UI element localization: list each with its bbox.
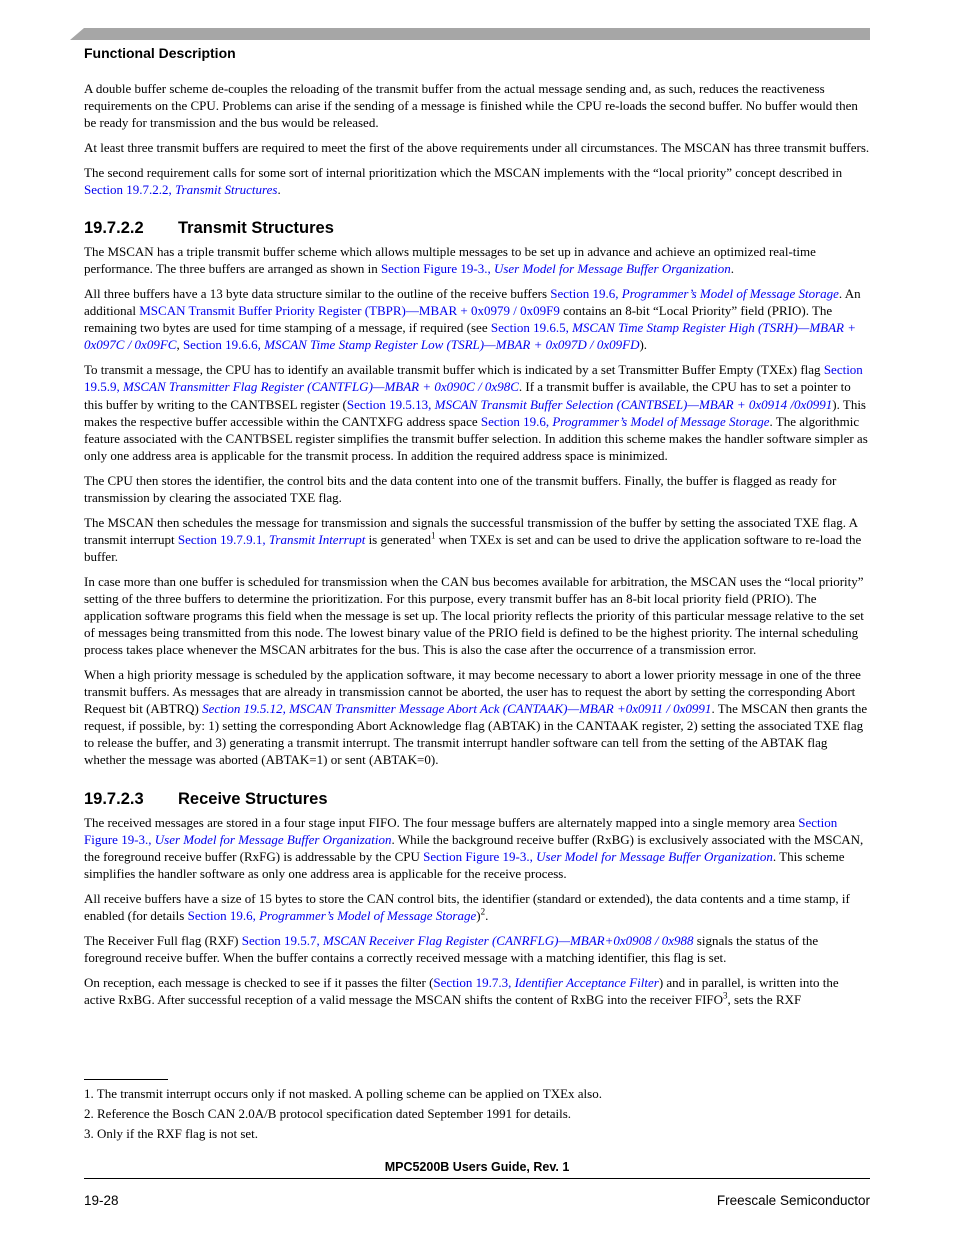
header-bar-notch <box>70 28 84 40</box>
cross-reference-link[interactable]: Section 19.5.7, MSCAN Receiver Flag Register (CANRFLG)—MBAR+0x0908 / 0x988 <box>241 932 694 948</box>
cross-reference-link[interactable]: Section 19.6.5, MSCAN Time Stamp Register High (TSRH)—MBAR + 0x097C / 0x09FC <box>84 320 857 353</box>
footnotes <box>84 1086 870 1146</box>
paragraph: To transmit a message, the CPU has to identify an available transmit buffer which is indicated by a set Transmitter Buffer Empty (TXEx) flag Section 19.5.9, MSCAN Transmitter Flag Register (CANTFLG)—MBAR + 0x090C / 0x98C. If a transmit buffer is available, the CPU has to set a pointer to this buffer by writing to the CANTBSEL register (Section 19.5.13, MSCAN Transmit Buffer Selection (CANTBSEL)—MBAR + 0x0914 /0x0991). This makes the respective buffer accessible within the CANTXFG address space Section 19.6, Programmer’s Model of Message Storage. The algorithmic feature associated with the CANTBSEL register simplifies the transmit buffer selection. In addition this scheme makes the handler software simpler as only one address area is applicable for the transmit process. In addition the required address space is minimized. <box>84 362 868 463</box>
section-heading-transmit-structures <box>84 218 870 238</box>
paragraph: On reception, each message is checked to see if it passes the filter (Section 19.7.3, Identifier Acceptance Filter) and in parallel, is written into the active RxBG. After successful reception of a valid message the MSCAN shifts the content of RxBG into the receiver FIFO$^3$, sets the RXF <box>84 974 839 1007</box>
paragraph: The Receiver Full flag (RXF) Section 19.5.7, MSCAN Receiver Flag Register (CANRFLG)—MBAR+0x0908 / 0x988 signals the status of the foreground receive buffer. When the buffer contains a correctly received message with a matching identifier, this flag is set. <box>84 932 819 965</box>
heading-number: 19.7.2.3 <box>84 789 144 808</box>
section-heading-receive-structures <box>84 789 870 809</box>
cross-reference-link[interactable]: Section 19.5.13, MSCAN Transmit Buffer Selection (CANTBSEL)—MBAR + 0x0914 /0x0991 <box>346 396 833 412</box>
cross-reference-link[interactable]: MSCAN Transmit Buffer Priority Register (TBPR)—MBAR + 0x0979 / 0x09F9 <box>139 303 560 319</box>
heading-title: Transmit Structures <box>178 219 334 238</box>
running-header: Functional Description <box>84 45 236 61</box>
footnote-marker: 2 <box>480 906 486 917</box>
paragraph: A double buffer scheme de-couples the reloading of the transmit buffer from the actual message sending and, as such, reduces the reactiveness requirements on the CPU. Problems can arise if the sending of a message is finished while the CPU re-loads the second buffer. No buffer would then be ready for transmission and the bus would be released. <box>84 81 858 131</box>
footnote-marker: 3 <box>723 990 728 1001</box>
paragraph: The MSCAN has a triple transmit buffer scheme which allows multiple messages to be set up in advance and achieve an optimized real-time performance. The three buffers are arranged as shown in Section Figure 19-3., User Model for Message Buffer Organization. <box>84 244 816 277</box>
paragraph: The received messages are stored in a four stage input FIFO. The four message buffers are alternately mapped into a single memory area Section Figure 19-3., User Model for Message Buffer Organization. While the background receive buffer (RxBG) is exclusively associated with the MSCAN, the foreground receive buffer (RxFG) is addressable by the CPU Section Figure 19-3., User Model for Message Buffer Organization. This scheme simplifies the handler software as only one address area is applicable for the receive process. <box>84 814 864 881</box>
paragraph: The second requirement calls for some sort of internal prioritization which the MSCAN implements with the “local priority” concept described in Section 19.7.2.2, Transmit Structures. <box>84 164 843 198</box>
cross-reference-link[interactable]: Section Figure 19-3., User Model for Message Buffer Organization <box>380 261 731 277</box>
footnote: 2. Reference the Bosch CAN 2.0A/B protocol specification dated September 1991 for details. <box>84 1106 572 1121</box>
paragraph: When a high priority message is scheduled by the application software, it may become necessary to abort a lower priority message in one of the three transmit buffers. As messages that are already in transmission cannot be aborted, the user has to request the abort by setting the corresponding Abort Request bit (ABTRQ) Section 19.5.12, MSCAN Transmitter Message Abort Ack (CANTAAK)—MBAR +0x0911 / 0x0991. The MSCAN then grants the request, if possible, by: 1) setting the corresponding Abort Acknowledge flag (ABTAK) in the CANTAAK register, 2) setting the associated TXE flag to release the buffer, and 3) generating a transmit interrupt. The transmit interrupt handler software can tell from the setting of the ABTAK flag whether the message was aborted (ABTAK=1) or sent (ABTAK=0). <box>84 667 868 768</box>
cross-reference-link[interactable]: Section Figure 19-3., User Model for Message Buffer Organization <box>423 848 773 864</box>
paragraph: All three buffers have a 13 byte data structure similar to the outline of the receive buffers Section 19.6, Programmer’s Model of Message Storage. An additional MSCAN Transmit Buffer Priority Register (TBPR)—MBAR + 0x0979 / 0x09F9 contains an 8-bit “Local Priority” field (PRIO). The remaining two bytes are used for time stamping of a message, if required (see Section 19.6.5, MSCAN Time Stamp Register High (TSRH)—MBAR + 0x097C / 0x09FC, Section 19.6.6, MSCAN Time Stamp Register Low (TSRL)—MBAR + 0x097D / 0x09FD). <box>84 286 861 353</box>
paragraph: The CPU then stores the identifier, the control bits and the data content into one of the transmit buffers. Finally, the buffer is flagged as ready for transmission by clearing the associated TXE flag. <box>84 472 837 505</box>
cross-reference-link[interactable]: Section 19.5.9, MSCAN Transmitter Flag Register (CANTFLG)—MBAR + 0x090C / 0x98C <box>84 362 863 395</box>
paragraph: The MSCAN then schedules the message for transmission and signals the successful transmission of the buffer by setting the associated TXE flag. A transmit interrupt Section 19.7.9.1, Transmit Interrupt is generated$^1$ when TXEx is set and can be used to drive the application software to re-load the buffer. <box>84 514 862 564</box>
footer-company: Freescale Semiconductor <box>716 1193 870 1208</box>
footnote-separator <box>84 1079 168 1080</box>
cross-reference-link[interactable]: Section 19.7.3, Identifier Acceptance Filter <box>433 974 659 990</box>
paragraph: At least three transmit buffers are required to meet the first of the above requirements under all circumstances. The MSCAN has three transmit buffers. <box>84 140 870 156</box>
cross-reference-link[interactable]: Section 19.6, Programmer’s Model of Message Storage <box>187 907 477 923</box>
paragraph: In case more than one buffer is scheduled for transmission when the CAN bus becomes available for arbitration, the MSCAN uses the “local priority” setting of the three buffers to determine the prioritization. For this purpose, every transmit buffer has an 8-bit local priority field (PRIO). The application software programs this field when the message is set up. The local priority reflects the priority of this particular message relative to the set of messages being transmitted from this node. The lowest binary value of the PRIO field is defined to be the highest priority. The internal scheduling process takes place whenever the MSCAN arbitrates for the bus. This is also the case after the occurrence of a transmission error. <box>84 573 864 658</box>
footnote-marker: 1 <box>431 530 436 541</box>
cross-reference-link[interactable]: Section 19.6, Programmer’s Model of Message Storage <box>480 413 770 429</box>
footer-rule <box>84 1178 870 1179</box>
cross-reference-link[interactable]: Section 19.5.12, MSCAN Transmitter Message Abort Ack (CANTAAK)—MBAR +0x0911 / 0x0991 <box>202 701 712 717</box>
cross-reference-link[interactable]: Section 19.6.6, MSCAN Time Stamp Register Low (TSRL)—MBAR + 0x097D / 0x09FD <box>182 337 640 353</box>
cross-reference-link[interactable]: Section 19.7.9.1, Transmit Interrupt <box>177 531 366 547</box>
paragraph: All receive buffers have a size of 15 bytes to store the CAN control bits, the identifier (standard or extended), the data contents and a time stamp, if enabled (for details Section 19.6, Programmer’s Model of Message Storage)$^2$. <box>84 890 850 923</box>
cross-reference-link[interactable]: Section 19.6, Programmer’s Model of Message Storage <box>550 286 839 302</box>
footnote: 1. The transmit interrupt occurs only if not masked. A polling scheme can be applied on TXEx also. <box>84 1086 602 1101</box>
footer-page-number: 19-28 <box>84 1193 119 1208</box>
heading-title: Receive Structures <box>178 789 328 808</box>
footer-document-title: MPC5200B Users Guide, Rev. 1 <box>384 1160 570 1174</box>
cross-reference-link[interactable]: Section 19.7.2.2, Transmit Structures <box>84 182 278 198</box>
heading-number: 19.7.2.2 <box>84 219 144 238</box>
cross-reference-link[interactable]: Section Figure 19-3., User Model for Message Buffer Organization <box>84 814 838 847</box>
page-body <box>84 80 870 1016</box>
header-bar <box>84 28 870 40</box>
footnote: 3. Only if the RXF flag is not set. <box>84 1126 259 1141</box>
